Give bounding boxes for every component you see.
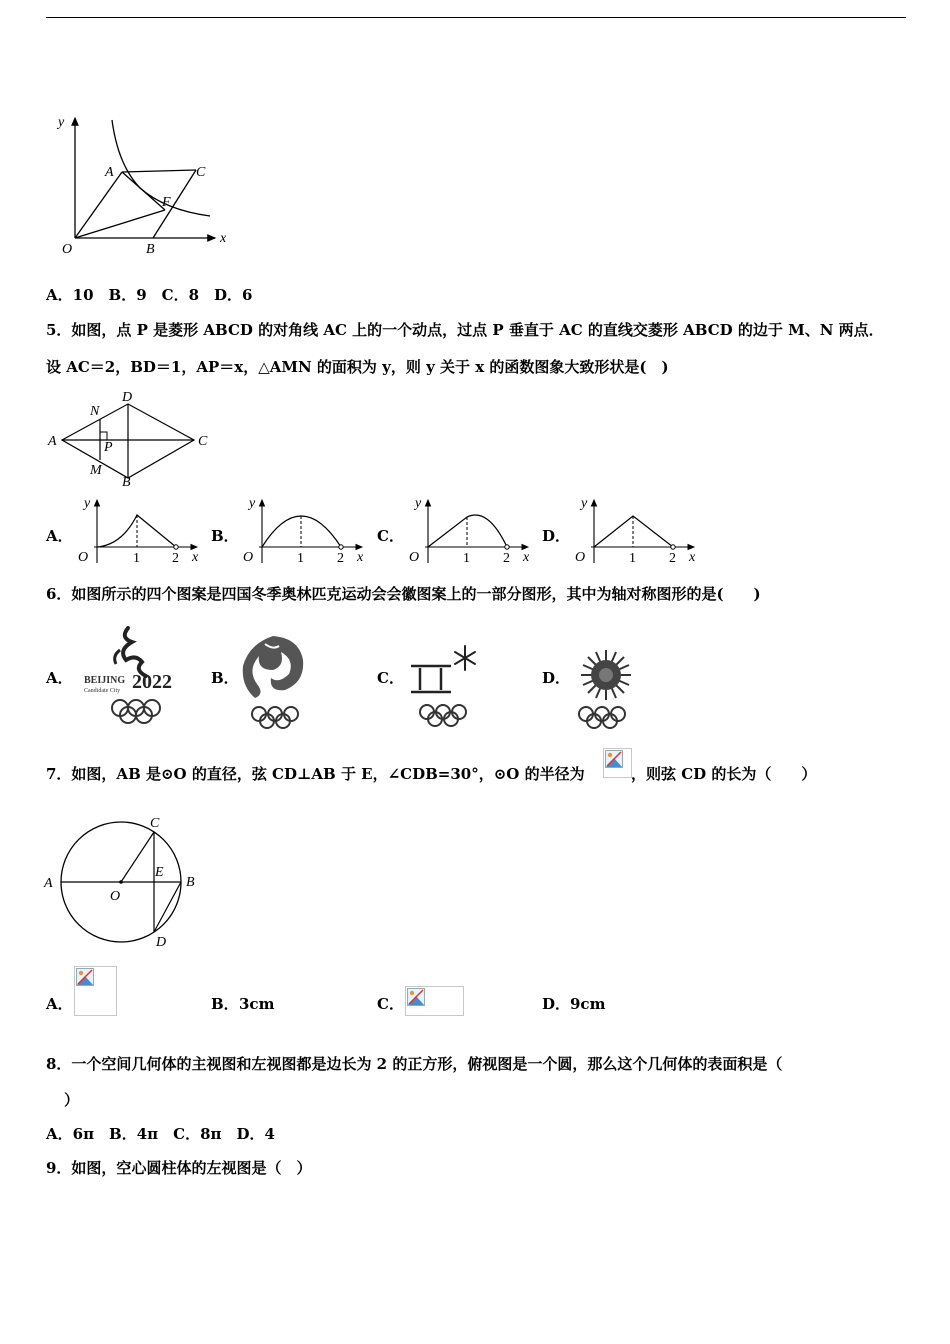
q4-label-b: B — [146, 242, 155, 257]
q7-option-d-label: D． — [542, 995, 571, 1013]
q8-options: A．6π B．4π C．8π D．4 — [46, 1125, 275, 1143]
q5-question-line1: 5．如图，点 P 是菱形 ABCD 的对角线 AC 上的一个动点，过点 P 垂直于 AC 的直线交菱形 ABCD 的边于 M、N 两点． — [46, 321, 884, 339]
q8-question-line2: ） — [64, 1091, 80, 1109]
q9-question: 9．如图，空心圆柱体的左视图是（ ） — [46, 1159, 312, 1177]
q6-question: 6．如图所示的四个图案是四国冬季奥林匹克运动会会徽图案上的一部分图形，其中为轴对称图形的是( ) — [46, 585, 761, 603]
q5-label-b: B — [122, 475, 131, 490]
svg-text:2: 2 — [172, 551, 179, 566]
header-rule — [46, 17, 906, 18]
q7-question-part1: 7．如图，AB 是⊙O 的直径，弦 CD⊥AB 于 E，∠CDB=30°，⊙O 的半径为 — [46, 765, 585, 783]
broken-image-icon — [76, 968, 94, 986]
q6-logo-a — [80, 620, 190, 725]
svg-text:y: y — [581, 496, 588, 511]
q7-option-c-image-placeholder — [405, 986, 464, 1016]
q7-option-b-text: 3cm — [239, 995, 275, 1013]
q5-label-m: M — [90, 463, 102, 478]
q7-label-a: A — [44, 876, 53, 891]
q5-option-d-label: D． — [542, 527, 571, 545]
svg-text:y: y — [415, 496, 422, 511]
q6-option-c-label: C． — [377, 669, 404, 687]
svg-text:2: 2 — [669, 551, 676, 566]
svg-text:x: x — [357, 550, 364, 565]
svg-text:1: 1 — [629, 551, 636, 566]
svg-text:x: x — [523, 550, 530, 565]
q6-logo-b — [235, 630, 315, 730]
q4-figure — [50, 110, 240, 255]
q6-option-d-label: D． — [542, 669, 571, 687]
q5-label-a: A — [48, 434, 57, 449]
svg-text:O: O — [243, 550, 254, 565]
q7-label-o: O — [110, 889, 121, 904]
broken-image-icon — [605, 750, 623, 768]
q4-label-o: O — [62, 242, 73, 257]
q5-graph-a — [72, 495, 207, 567]
svg-text:O: O — [409, 550, 420, 565]
q7-label-d: D — [156, 935, 167, 950]
broken-image-icon — [407, 988, 425, 1006]
q4-label-x: x — [220, 231, 227, 246]
svg-text:O: O — [575, 550, 586, 565]
q5-label-d: D — [122, 390, 133, 405]
q7-option-c-label: C． — [377, 995, 404, 1013]
q5-label-c: C — [198, 434, 208, 449]
q7-option-d-text: 9cm — [570, 995, 606, 1013]
q7-question-part2: ，则弦 CD 的长为（ ） — [631, 765, 817, 783]
q5-graph-d — [569, 495, 704, 567]
q5-question-line2: 设 AC＝2，BD＝1，AP＝x，△AMN 的面积为 y，则 y 关于 x 的函数图象大致形状是( ) — [46, 358, 669, 376]
svg-text:2: 2 — [337, 551, 344, 566]
q5-rhombus-figure — [44, 388, 219, 488]
q5-graph-c — [403, 495, 538, 567]
q6-option-a-label: A． — [46, 669, 73, 687]
q6-logo-a-text1: BEIJING — [84, 675, 126, 686]
q7-option-a-image-placeholder — [74, 966, 117, 1016]
q4-label-a: A — [105, 165, 114, 180]
q5-label-n: N — [90, 404, 100, 419]
q5-label-p: P — [104, 440, 113, 455]
q7-label-b: B — [186, 875, 195, 890]
svg-text:1: 1 — [133, 551, 140, 566]
svg-text:1: 1 — [297, 551, 304, 566]
svg-text:y: y — [249, 496, 256, 511]
q5-graph-b — [237, 495, 372, 567]
q6-logo-a-text2: Candidate City — [84, 688, 121, 694]
q7-radius-image-placeholder — [603, 748, 632, 778]
q7-option-a-label: A． — [46, 995, 73, 1013]
q7-circle-figure — [44, 812, 214, 952]
q7-option-b-label: B． — [211, 995, 239, 1013]
q5-option-c-label: C． — [377, 527, 404, 545]
svg-text:y: y — [84, 496, 91, 511]
q7-label-e: E — [155, 865, 164, 880]
svg-text:2: 2 — [503, 551, 510, 566]
q6-option-b-label: B． — [211, 669, 239, 687]
q4-options: A．10 B．9 C．8 D．6 — [46, 286, 253, 304]
q5-option-b-label: B． — [211, 527, 239, 545]
svg-text:O: O — [78, 550, 89, 565]
q8-question-line1: 8．一个空间几何体的主视图和左视图都是边长为 2 的正方形，俯视图是一个圆，那么这个几何体的表面积是（ — [46, 1055, 783, 1073]
q6-logo-a-text3: 2022 — [132, 671, 172, 693]
svg-text:x: x — [192, 550, 199, 565]
q4-label-y: y — [58, 115, 65, 130]
q6-logo-d — [572, 648, 640, 732]
q7-label-c: C — [150, 816, 160, 831]
svg-text:x: x — [689, 550, 696, 565]
svg-text:1: 1 — [463, 551, 470, 566]
q4-label-c: C — [196, 165, 206, 180]
q5-option-a-label: A． — [46, 527, 73, 545]
q6-logo-c — [405, 642, 490, 730]
q4-label-f: F — [162, 195, 171, 210]
